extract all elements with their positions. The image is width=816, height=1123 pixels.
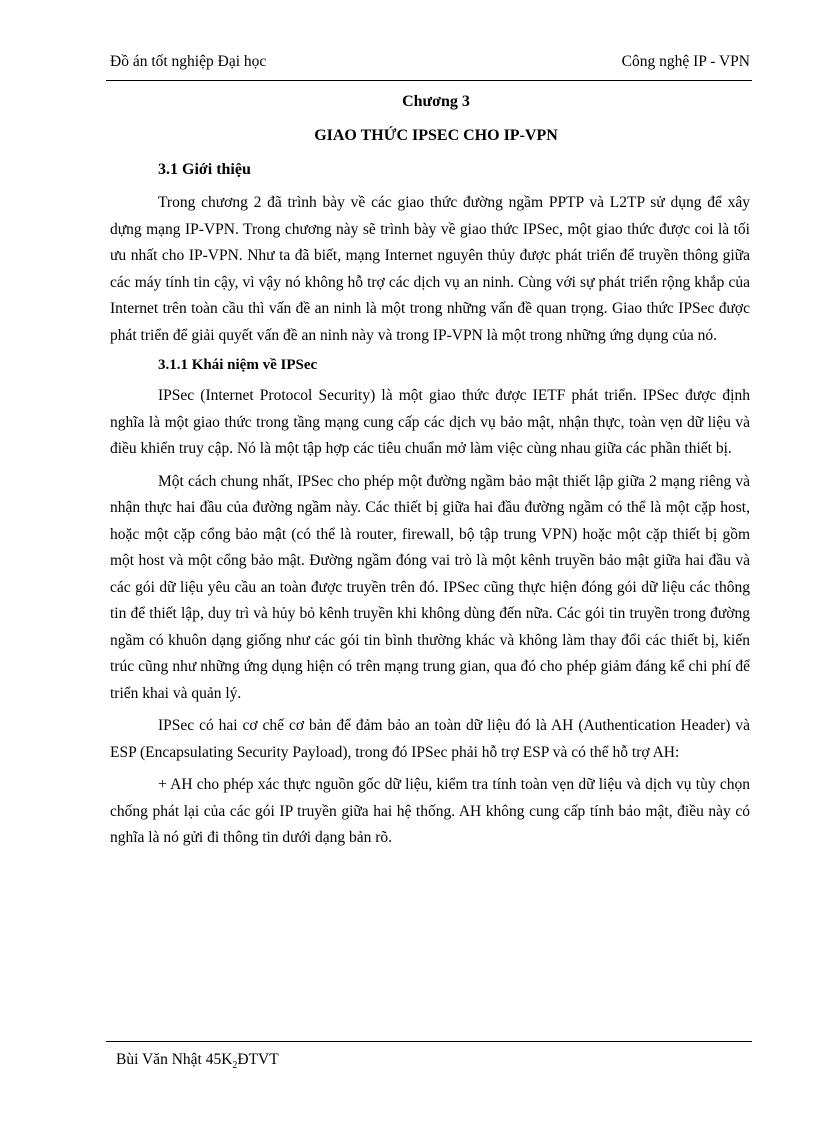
footer-divider [106, 1041, 752, 1042]
footer-subscript: 2 [232, 1060, 238, 1072]
footer-suffix: ĐTVT [237, 1051, 279, 1068]
page-header [110, 52, 750, 72]
header-left: Đồ án tốt nghiệp Đại học [110, 53, 267, 70]
section-intro-paragraph: Trong chương 2 đã trình bày về các giao thức đường ngầm PPTP và L2TP sử dụng để xây dựng mạng IP-VPN. Trong chương này sẽ trình bày về giao thức IPSec, một giao thức được coi là tối ưu nhất cho IP-VPN. Như ta đã biết, mạng Internet nguyên thủy được phát triển để truyền thông giữa các máy tính tin cậy, vì vậy nó không hỗ trợ các dịch vụ an ninh. Cùng với sự phát triển rộng khắp của Internet trên toàn cầu thì vấn đề an ninh là một trong những vấn đề quan trọng. Giao thức IPSec được phát triển để giải quyết vấn đề an ninh này và trong IP-VPN là một trong những ứng dụng của nó. [110, 194, 750, 344]
chapter-title: GIAO THỨC IPSEC CHO IP-VPN [314, 127, 558, 144]
subsection-heading: 3.1.1 Khái niệm về IPSec [158, 357, 318, 373]
paragraph-ah: + AH cho phép xác thực nguồn gốc dữ liệu, kiểm tra tính toàn vẹn dữ liệu và dịch vụ tùy chọn chống phát lại của các gói IP truyền giữa hai hệ thống. AH không cung cấp tính bảo mật, điều này có nghĩa là nó gửi đi thông tin dưới dạng bản rõ. [110, 776, 750, 846]
section-heading: 3.1 Giới thiệu [158, 161, 251, 178]
header-right: Công nghệ IP - VPN [621, 53, 750, 70]
chapter-number: Chương 3 [402, 93, 470, 110]
footer-author: Bùi Văn Nhật 45K [116, 1051, 233, 1068]
page-footer [116, 1050, 279, 1076]
paragraph-ipsec-tunnel: Một cách chung nhất, IPSec cho phép một đường ngầm bảo mật thiết lập giữa 2 mạng riêng và nhận thực hai đầu của đường ngầm này. Các thiết bị giữa hai đầu đường ngầm có thể là một cặp host, hoặc một cặp cổng bảo mật (có thể là router, firewall, bộ tập trung VPN) hoặc một cặp thiết bị gồm một host và một cổng bảo mật. Đường ngầm đóng vai trò là một kênh truyền bảo mật giữa hai đầu và các gói dữ liệu yêu cầu an toàn được truyền trên đó. IPSec cũng thực hiện đóng gói dữ liệu các thông tin để thiết lập, duy trì và hủy bỏ kênh truyền khi không dùng đến nữa. Các gói tin truyền trong đường ngầm có khuôn dạng giống như các gói tin bình thường khác và không làm thay đổi các thiết bị, kiến trúc cũng như những ứng dụng hiện có trên mạng trung gian, qua đó cho phép giảm đáng kể chi phí để triển khai và quản lý. [110, 472, 750, 702]
paragraph-ipsec-definition: IPSec (Internet Protocol Security) là một giao thức được IETF phát triển. IPSec được định nghĩa là một giao thức trong tầng mạng cung cấp các dịch vụ bảo mật, nhận thực, toàn vẹn dữ liệu và điều khiển truy cập. Nó là một tập hợp các tiêu chuẩn mở làm việc cùng nhau giữa các phần thiết bị. [110, 387, 750, 457]
paragraph-ipsec-mechanisms: IPSec có hai cơ chế cơ bản để đảm bảo an toàn dữ liệu đó là AH (Authentication Header) và ESP (Encapsulating Security Payload), trong đó IPSec phải hỗ trợ ESP và có thể hỗ trợ AH: [110, 717, 750, 761]
header-divider [106, 80, 752, 81]
page-body [110, 92, 750, 858]
